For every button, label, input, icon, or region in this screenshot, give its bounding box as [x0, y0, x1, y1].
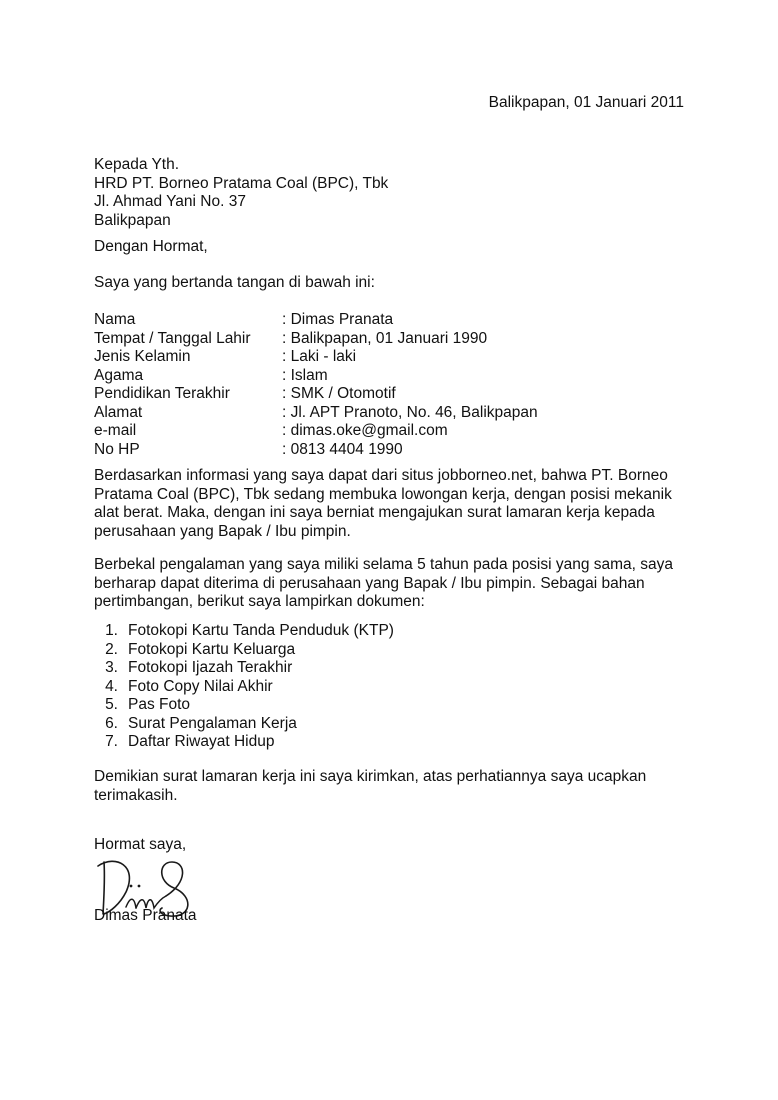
signer-name: Dimas Pranata [94, 907, 197, 924]
list-number: 3. [105, 659, 118, 676]
list-text: Fotokopi Kartu Tanda Penduduk (KTP) [128, 622, 394, 639]
salutation: Dengan Hormat, [94, 238, 208, 255]
letter-date: Balikpapan, 01 Januari 2011 [488, 94, 684, 111]
identity-row [94, 367, 694, 386]
identity-value: : Jl. APT Pranoto, No. 46, Balikpapan [282, 403, 538, 421]
identity-value: : dimas.oke@gmail.com [282, 422, 448, 439]
identity-table [94, 311, 694, 459]
paragraph-line: berharap dapat diterima di perusahaan yang Bapak / Ibu pimpin. Sebagai bahan [94, 574, 645, 592]
identity-row [94, 441, 694, 460]
list-text: Foto Copy Nilai Akhir [128, 677, 273, 695]
identity-row [94, 348, 694, 367]
recipient-street: Jl. Ahmad Yani No. 37 [94, 193, 246, 210]
list-text: Daftar Riwayat Hidup [128, 733, 275, 750]
identity-value: : SMK / Otomotif [282, 385, 396, 402]
paragraph-line: perusahaan yang Bapak / Ibu pimpin. [94, 522, 351, 540]
identity-value: : 0813 4404 1990 [282, 440, 403, 458]
list-number: 1. [105, 622, 118, 639]
identity-row [94, 311, 694, 330]
list-number: 4. [105, 677, 118, 695]
paragraph-line: Pratama Coal (BPC), Tbk sedang membuka lowongan kerja, dengan posisi mekanik [94, 485, 672, 503]
list-item [94, 659, 694, 678]
identity-label: Alamat [94, 403, 143, 421]
list-text: Fotokopi Kartu Keluarga [128, 640, 296, 658]
identity-label: Nama [94, 311, 136, 328]
paragraph-line: pertimbangan, berikut saya lampirkan dokumen: [94, 593, 425, 610]
identity-label: Jenis Kelamin [94, 348, 191, 365]
list-text: Surat Pengalaman Kerja [128, 714, 297, 732]
identity-row [94, 385, 694, 404]
paragraph-line: Berbekal pengalaman yang saya miliki selama 5 tahun pada posisi yang sama, saya [94, 556, 674, 573]
paragraph-job-info [94, 467, 694, 541]
list-number: 6. [105, 714, 118, 732]
list-item [94, 696, 694, 715]
recipient-city: Balikpapan [94, 211, 171, 229]
paragraph-line: Berdasarkan informasi yang saya dapat dari situs jobborneo.net, bahwa PT. Borneo [94, 467, 668, 484]
list-item [94, 733, 694, 752]
identity-label: e-mail [94, 422, 137, 439]
identity-row [94, 404, 694, 423]
paragraph-line: Demikian surat lamaran kerja ini saya kirimkan, atas perhatiannya saya ucapkan [94, 768, 647, 785]
identity-value: : Balikpapan, 01 Januari 1990 [282, 329, 488, 347]
list-item [94, 678, 694, 697]
paragraph-line: alat berat. Maka, dengan ini saya berniat mengajukan surat lamaran kerja kepada [94, 504, 655, 521]
identity-value: : Laki - laki [282, 348, 357, 365]
paragraph-experience [94, 556, 694, 612]
list-item [94, 715, 694, 734]
paragraph-line: terimakasih. [94, 786, 178, 804]
identity-value: : Dimas Pranata [282, 311, 394, 328]
identity-label: Pendidikan Terakhir [94, 385, 230, 402]
recipient-company: HRD PT. Borneo Pratama Coal (BPC), Tbk [94, 174, 389, 192]
list-number: 5. [105, 696, 118, 713]
list-item [94, 641, 694, 660]
list-number: 2. [105, 640, 118, 658]
regards-line: Hormat saya, [94, 836, 187, 853]
closing-paragraph [94, 768, 694, 805]
list-text: Pas Foto [128, 696, 191, 713]
identity-label: Tempat / Tanggal Lahir [94, 329, 251, 347]
intro-sentence: Saya yang bertanda tangan di bawah ini: [94, 274, 375, 291]
attachment-list [94, 622, 694, 752]
recipient-address [94, 156, 694, 230]
identity-label: Agama [94, 366, 144, 384]
identity-row [94, 330, 694, 349]
recipient-greeting: Kepada Yth. [94, 156, 180, 173]
list-text: Fotokopi Ijazah Terakhir [128, 659, 293, 676]
identity-value: : Islam [282, 366, 328, 384]
identity-label: No HP [94, 440, 140, 458]
identity-row [94, 422, 694, 441]
list-number: 7. [105, 733, 118, 750]
list-item [94, 622, 694, 641]
